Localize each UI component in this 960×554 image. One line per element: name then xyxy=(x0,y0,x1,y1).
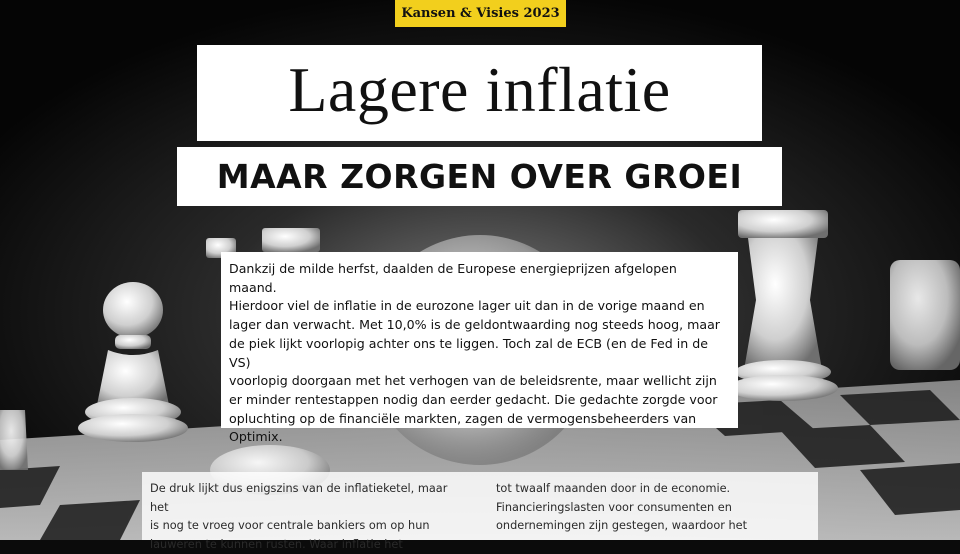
body-column-right xyxy=(496,480,814,536)
intro-line: Hierdoor viel de inflatie in de eurozone lager uit dan in de vorige maand en xyxy=(229,298,705,314)
page-subtitle: MAAR ZORGEN OVER GROEI xyxy=(216,157,743,196)
subtitle-panel xyxy=(177,147,782,206)
body-line: is nog te vroeg voor centrale bankiers om op hun xyxy=(150,519,430,533)
issue-badge-label: Kansen & Visies 2023 xyxy=(401,6,560,21)
intro-line: Optimix. xyxy=(229,429,283,445)
intro-line: lager dan verwacht. Met 10,0% is de geldontwaarding nog steeds hoog, maar xyxy=(229,317,720,333)
body-columns xyxy=(142,472,818,551)
intro-line: er minder rentestappen nodig dan eerder gedacht. Die gedachte zorgde voor xyxy=(229,391,718,407)
body-line: Financieringslasten voor consumenten en xyxy=(496,500,732,514)
page-title: Lagere inflatie xyxy=(288,54,671,125)
body-column-left xyxy=(150,480,468,554)
intro-line: de piek lijkt voorlopig achter ons te liggen. Toch zal de ECB (en de Fed in de VS) xyxy=(229,335,708,370)
body-line: De druk lijkt dus enigszins van de inflatieketel, maar het xyxy=(150,482,448,514)
body-line: ondernemingen zijn gestegen, waardoor het xyxy=(496,519,748,533)
body-line: tot twaalf maanden door in de economie. xyxy=(496,482,731,495)
intro-panel xyxy=(221,252,738,445)
intro-line: opluchting op de financiële markten, zagen de vermogensbeheerders van xyxy=(229,410,697,426)
intro-line: Dankzij de milde herfst, daalden de Europese energieprijzen afgelopen maand. xyxy=(229,261,677,295)
issue-badge xyxy=(395,0,566,27)
title-panel xyxy=(197,45,762,141)
body-line: lauweren te kunnen rusten. Waar inflatie het xyxy=(150,537,403,551)
intro-paragraph xyxy=(229,260,728,447)
intro-line: voorlopig doorgaan met het verhogen van de beleidsrente, maar wellicht zijn xyxy=(229,373,717,389)
